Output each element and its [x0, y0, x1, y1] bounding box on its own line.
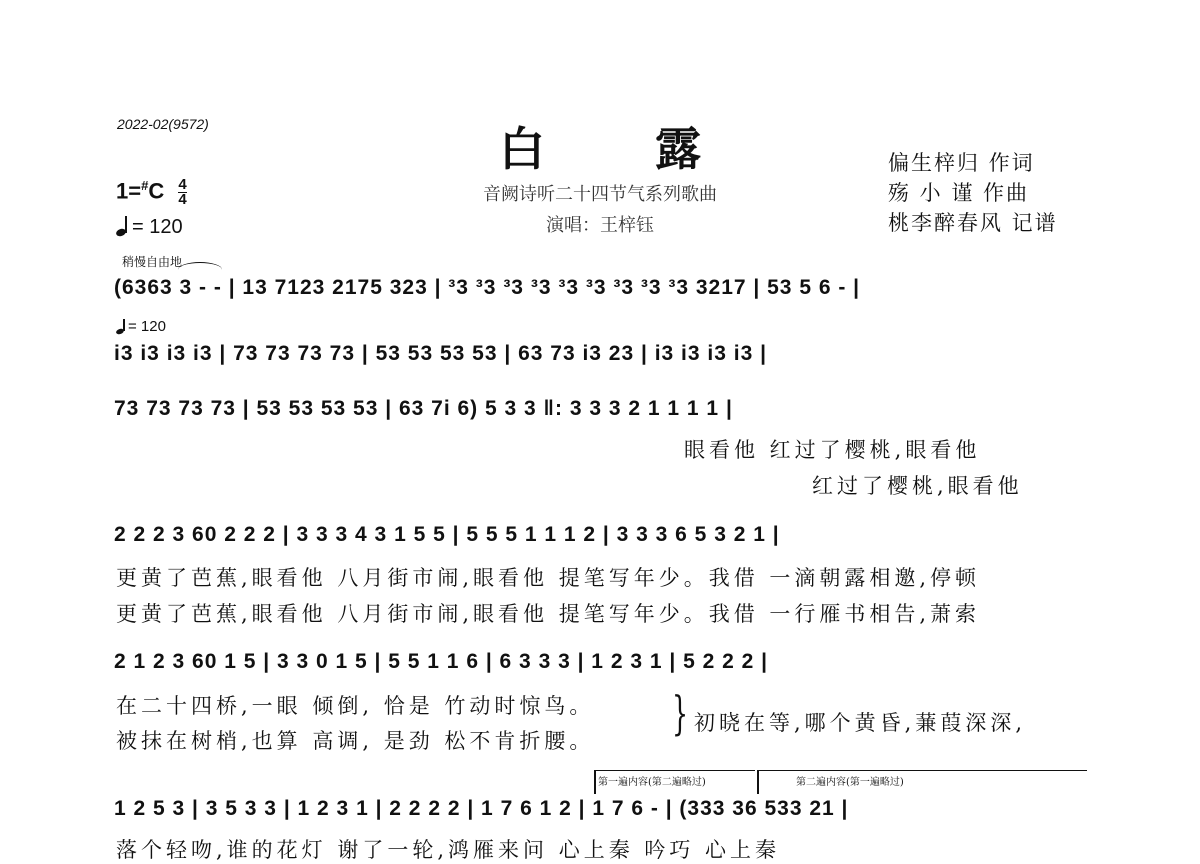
- singer: 演唱：王梓钰: [546, 215, 654, 236]
- slur-mark: [178, 262, 222, 277]
- lyric-line-4-verse-2: 更黄了芭蕉,眼看他 八月街市闹,眼看他 提笔写年少。我借 一行雁书相告,萧索: [116, 602, 981, 626]
- key-signature: [116, 178, 187, 207]
- key-accidental: #: [141, 178, 149, 193]
- quarter-note-icon: [116, 319, 126, 334]
- subtitle: 音阙诗听二十四节气系列歌曲: [483, 184, 717, 205]
- song-title: 白露: [499, 122, 811, 176]
- volta-bracket-first-left: [594, 770, 596, 794]
- tempo-value-second: = 120: [128, 318, 166, 335]
- score-line-3: 73 73 73 73 | 53 53 53 53 | 63 7i 6) 5 3 3 ‖: 3 3 3 2 1 1 1 1 |: [114, 397, 733, 420]
- score-line-1: (6363 3 - - | 13 7123 2175 323 | ³3 ³3 ³3 ³3 ³3 ³3 ³3 ³3 ³3 3217 | 53 5 6 - |: [114, 276, 861, 299]
- lyric-line-5-verse-1: 在二十四桥,一眼 倾倒, 恰是 竹动时惊鸟。: [116, 694, 595, 718]
- score-line-4: 2 2 2 3 60 2 2 2 | 3 3 3 4 3 1 5 5 | 5 5 5 1 1 1 2 | 3 3 3 6 5 3 2 1 |: [114, 523, 780, 546]
- verse-brace: }: [672, 686, 689, 740]
- composer-credit: 殇 小 谨 作曲: [888, 181, 1030, 205]
- key-note: C: [148, 178, 165, 204]
- volta-first-label: 第一遍内容(第二遍略过): [598, 777, 706, 788]
- transcriber-credit: 桃李醉春风 记谱: [888, 211, 1058, 235]
- volta-bracket-second-top: [757, 770, 1087, 771]
- quarter-note-icon: [116, 216, 130, 236]
- volta-bracket-second-left: [757, 770, 759, 794]
- lyric-line-5-verse-2: 被抹在树梢,也算 高调, 是劲 松不肯折腰。: [116, 729, 595, 753]
- score-line-2: i3 i3 i3 i3 | 73 73 73 73 | 53 53 53 53 | 63 73 i3 23 | i3 i3 i3 i3 |: [114, 342, 767, 365]
- time-top: 4: [178, 176, 187, 194]
- tempo-marking-second: [116, 318, 166, 335]
- score-line-6: 1 2 5 3 | 3 5 3 3 | 1 2 3 1 | 2 2 2 2 | 1 7 6 1 2 | 1 7 6 - | (333 36 533 21 |: [114, 797, 849, 820]
- time-bottom: 4: [178, 191, 187, 209]
- score-line-5: 2 1 2 3 60 1 5 | 3 3 0 1 5 | 5 5 1 1 6 | 6 3 3 3 | 1 2 3 1 | 5 2 2 2 |: [114, 650, 769, 673]
- lyricist-credit: 偏生梓归 作词: [888, 151, 1035, 175]
- intro-expression: 稍慢自由地: [122, 255, 183, 269]
- lyric-line-4-verse-1: 更黄了芭蕉,眼看他 八月街市闹,眼看他 提笔写年少。我借 一滴朝露相邀,停顿: [116, 566, 981, 590]
- score-code: 2022-02(9572): [117, 116, 209, 132]
- lyric-line-3-verse-2: 红过了樱桃,眼看他: [812, 474, 1023, 498]
- tempo-value: = 120: [132, 216, 183, 238]
- volta-bracket-first-top: [594, 770, 755, 771]
- lyric-line-6-verse-1: 落个轻吻,谁的花灯 谢了一轮,鸿雁来问 心上秦 吟巧 心上秦: [116, 838, 781, 862]
- tempo-marking: [116, 216, 183, 239]
- lyric-line-3-verse-1: 眼看他 红过了樱桃,眼看他: [684, 438, 981, 462]
- time-signature: [178, 178, 186, 207]
- volta-second-label: 第二遍内容(第一遍略过): [796, 777, 904, 788]
- key-prefix: 1=: [116, 178, 142, 204]
- lyric-line-5-shared: 初晓在等,哪个黄昏,蒹葭深深,: [694, 711, 1027, 735]
